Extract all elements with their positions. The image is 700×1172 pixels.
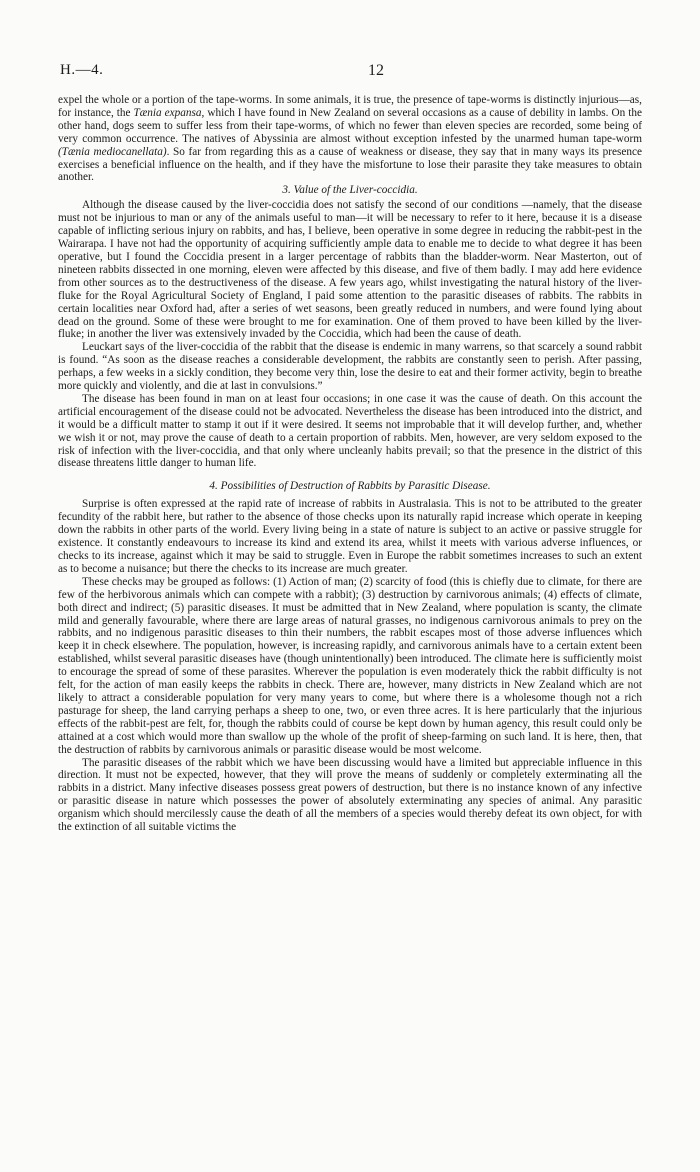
- page-body: [58, 94, 642, 834]
- paragraph: Surprise is often expressed at the rapid rate of increase of rabbits in Australasia. This is not to be attributed to the greater fecundity of the rabbit here, but rather to the absence of those checks upon its naturally rapid increase which operate in keeping down the rabbits in other parts of the world. Every living being in a state of nature is subject to an active or passive struggle for existence. It constantly endeavours to increase its kind and extend its area, whilst it meets with various adverse influences, or checks to its increase, against which it may be said to struggle. Even in Europe the rabbit sometimes increases to such an extent as to become a nuisance; but there the checks to its increase are much greater.: [58, 498, 642, 575]
- page-header: [60, 62, 640, 82]
- paragraph: These checks may be grouped as follows: (1) Action of man; (2) scarcity of food (this is chiefly due to climate, for there are few of the herbivorous animals which can compete with a rabbit); (3) destruction by carnivorous animals; (4) effects of climate, both direct and indirect; (5) parasitic diseases. It must be admitted that in New Zealand, where population is scanty, the climate mild and generally favourable, where there are large areas of natural grasses, no indigenous carnivorous animals to prey on the rabbits, and no indigenous parasitic diseases to thin their numbers, the rabbit escapes most of those adverse influences which keep it in check elsewhere. The population, however, is increasing rapidly, and carnivorous animals have to a certain extent been established, whilst several parasitic diseases have (though unintentionally) been introduced. The climate here is sufficiently moist to encourage the spread of some of these parasites. Wherever the population is even moderately thick the rabbit difficulty is not felt, for the action of man easily keeps the rabbits in check. There are, however, many districts in New Zealand which are not likely to attract a considerable population for very many years to come, but where there is a wholesome though not a rich pasturage for sheep, the land carrying perhaps a sheep to one, two, or even three acres. It is here particularly that the injurious effects of the rabbit-pest are felt, for, though the rabbits could of course be kept down by human agency, this result could only be attained at a cost which would more than swallow up the whole of the profit of sheep-farming on such land. It is here, then, that the destruction of rabbits by carnivorous animals or parasitic disease would be most welcome.: [58, 575, 642, 756]
- paragraph: Although the disease caused by the liver-coccidia does not satisfy the second of our conditions —namely, that the disease must not be injurious to man or any of the animals useful to man—it will be necessary to refer to it here, because it is a disease capable of inflicting serious injury on rabbits, and has, I believe, been operative in some degree in reducing the rabbit-pest in the Wairarapa. I have not had the opportunity of acquiring sufficiently ample data to enable me to decide to what degree it has been operative, but I found the Coccidia present in a larger percentage of rabbits than the bladder-worm. Near Masterton, out of nineteen rabbits dissected in one morning, eleven were affected by this disease, and five of them badly. I may add here evidence from other sources as to the destructiveness of the disease. A few years ago, whilst investigating the natural history of the liver-fluke for the Royal Agricultural Society of England, I paid some attention to the parasitic diseases of rabbits. The rabbits in certain localities near Oxford had, after a series of wet seasons, been greatly reduced in numbers, and were found lying about dead on the ground. Some of these were brought to me for examination. One of them proved to have been killed by the liver-fluke; in another the liver was extensively invaded by the Coccidia, which had been the cause of death.: [58, 199, 642, 341]
- intro-paragraph: expel the whole or a portion of the tape-worms. In some animals, it is true, the presence of tape-worms is distinctly injurious—as, for instance, the Tænia expansa, which I have found in New Zealand on several occasions as a cause of debility in lambs. On the other hand, dogs seem to suffer less from their tape-worms, of which no fewer than eleven species are recorded, some being of very common occurrence. The natives of Abyssinia are almost without exception infested by the unarmed human tape-worm (Tænia mediocanellata). So far from regarding this as a cause of weakness or disease, they say that in many ways its presence exercises a beneficial influence on the health, and if they have the misfortune to lose their parasite they take measures to obtain another.: [58, 94, 642, 184]
- section-heading-4: 4. Possibilities of Destruction of Rabbits by Parasitic Disease.: [209, 480, 491, 493]
- document-reference: H.—4.: [60, 62, 104, 78]
- paragraph: The disease has been found in man on at least four occasions; in one case it was the cause of death. On this account the artificial encouragement of the disease could not be advocated. Nevertheless the disease has been introduced into the district, and it would be a difficult matter to stamp it out if it were desired. It seems not improbable that it will develop further, and, whether we wish it or not, may prove the cause of death to a certain proportion of rabbits. Men, however, are very seldom exposed to the risk of infection with the liver-coccidia, and that only where uncleanly habits prevail; so that the presence in the district of this disease threatens little danger to human life.: [58, 392, 642, 470]
- paragraph: The parasitic diseases of the rabbit which we have been discussing would have a limited but appreciable influence in this direction. It must not be expected, however, that they will prove the means of suddenly or completely exterminating all the rabbits in a district. Many infective diseases possess great powers of destruction, but there is no instance known of any infective or parasitic disease in nature which possesses the power of absolutely exterminating any species of animal. Any parasitic organism which should mercilessly cause the death of all the members of a species would thereby defeat its own object, for with the extinction of all suitable victims the: [58, 756, 642, 834]
- page-number: 12: [368, 62, 384, 79]
- paragraph: Leuckart says of the liver-coccidia of the rabbit that the disease is endemic in many warrens, so that scarcely a sound rabbit is found. “As soon as the disease reaches a considerable development, the rabbits are constantly seen to perish. After passing, perhaps, a few weeks in a sickly condition, they become very thin, lose the desire to eat and their former activity, begin to breathe more quickly and violently, and die at last in convulsions.”: [58, 341, 642, 393]
- species-name: Tænia expansa: [133, 106, 202, 119]
- section-heading-3: 3. Value of the Liver-coccidia.: [282, 184, 418, 197]
- species-name: (Tænia mediocanellata): [58, 145, 167, 158]
